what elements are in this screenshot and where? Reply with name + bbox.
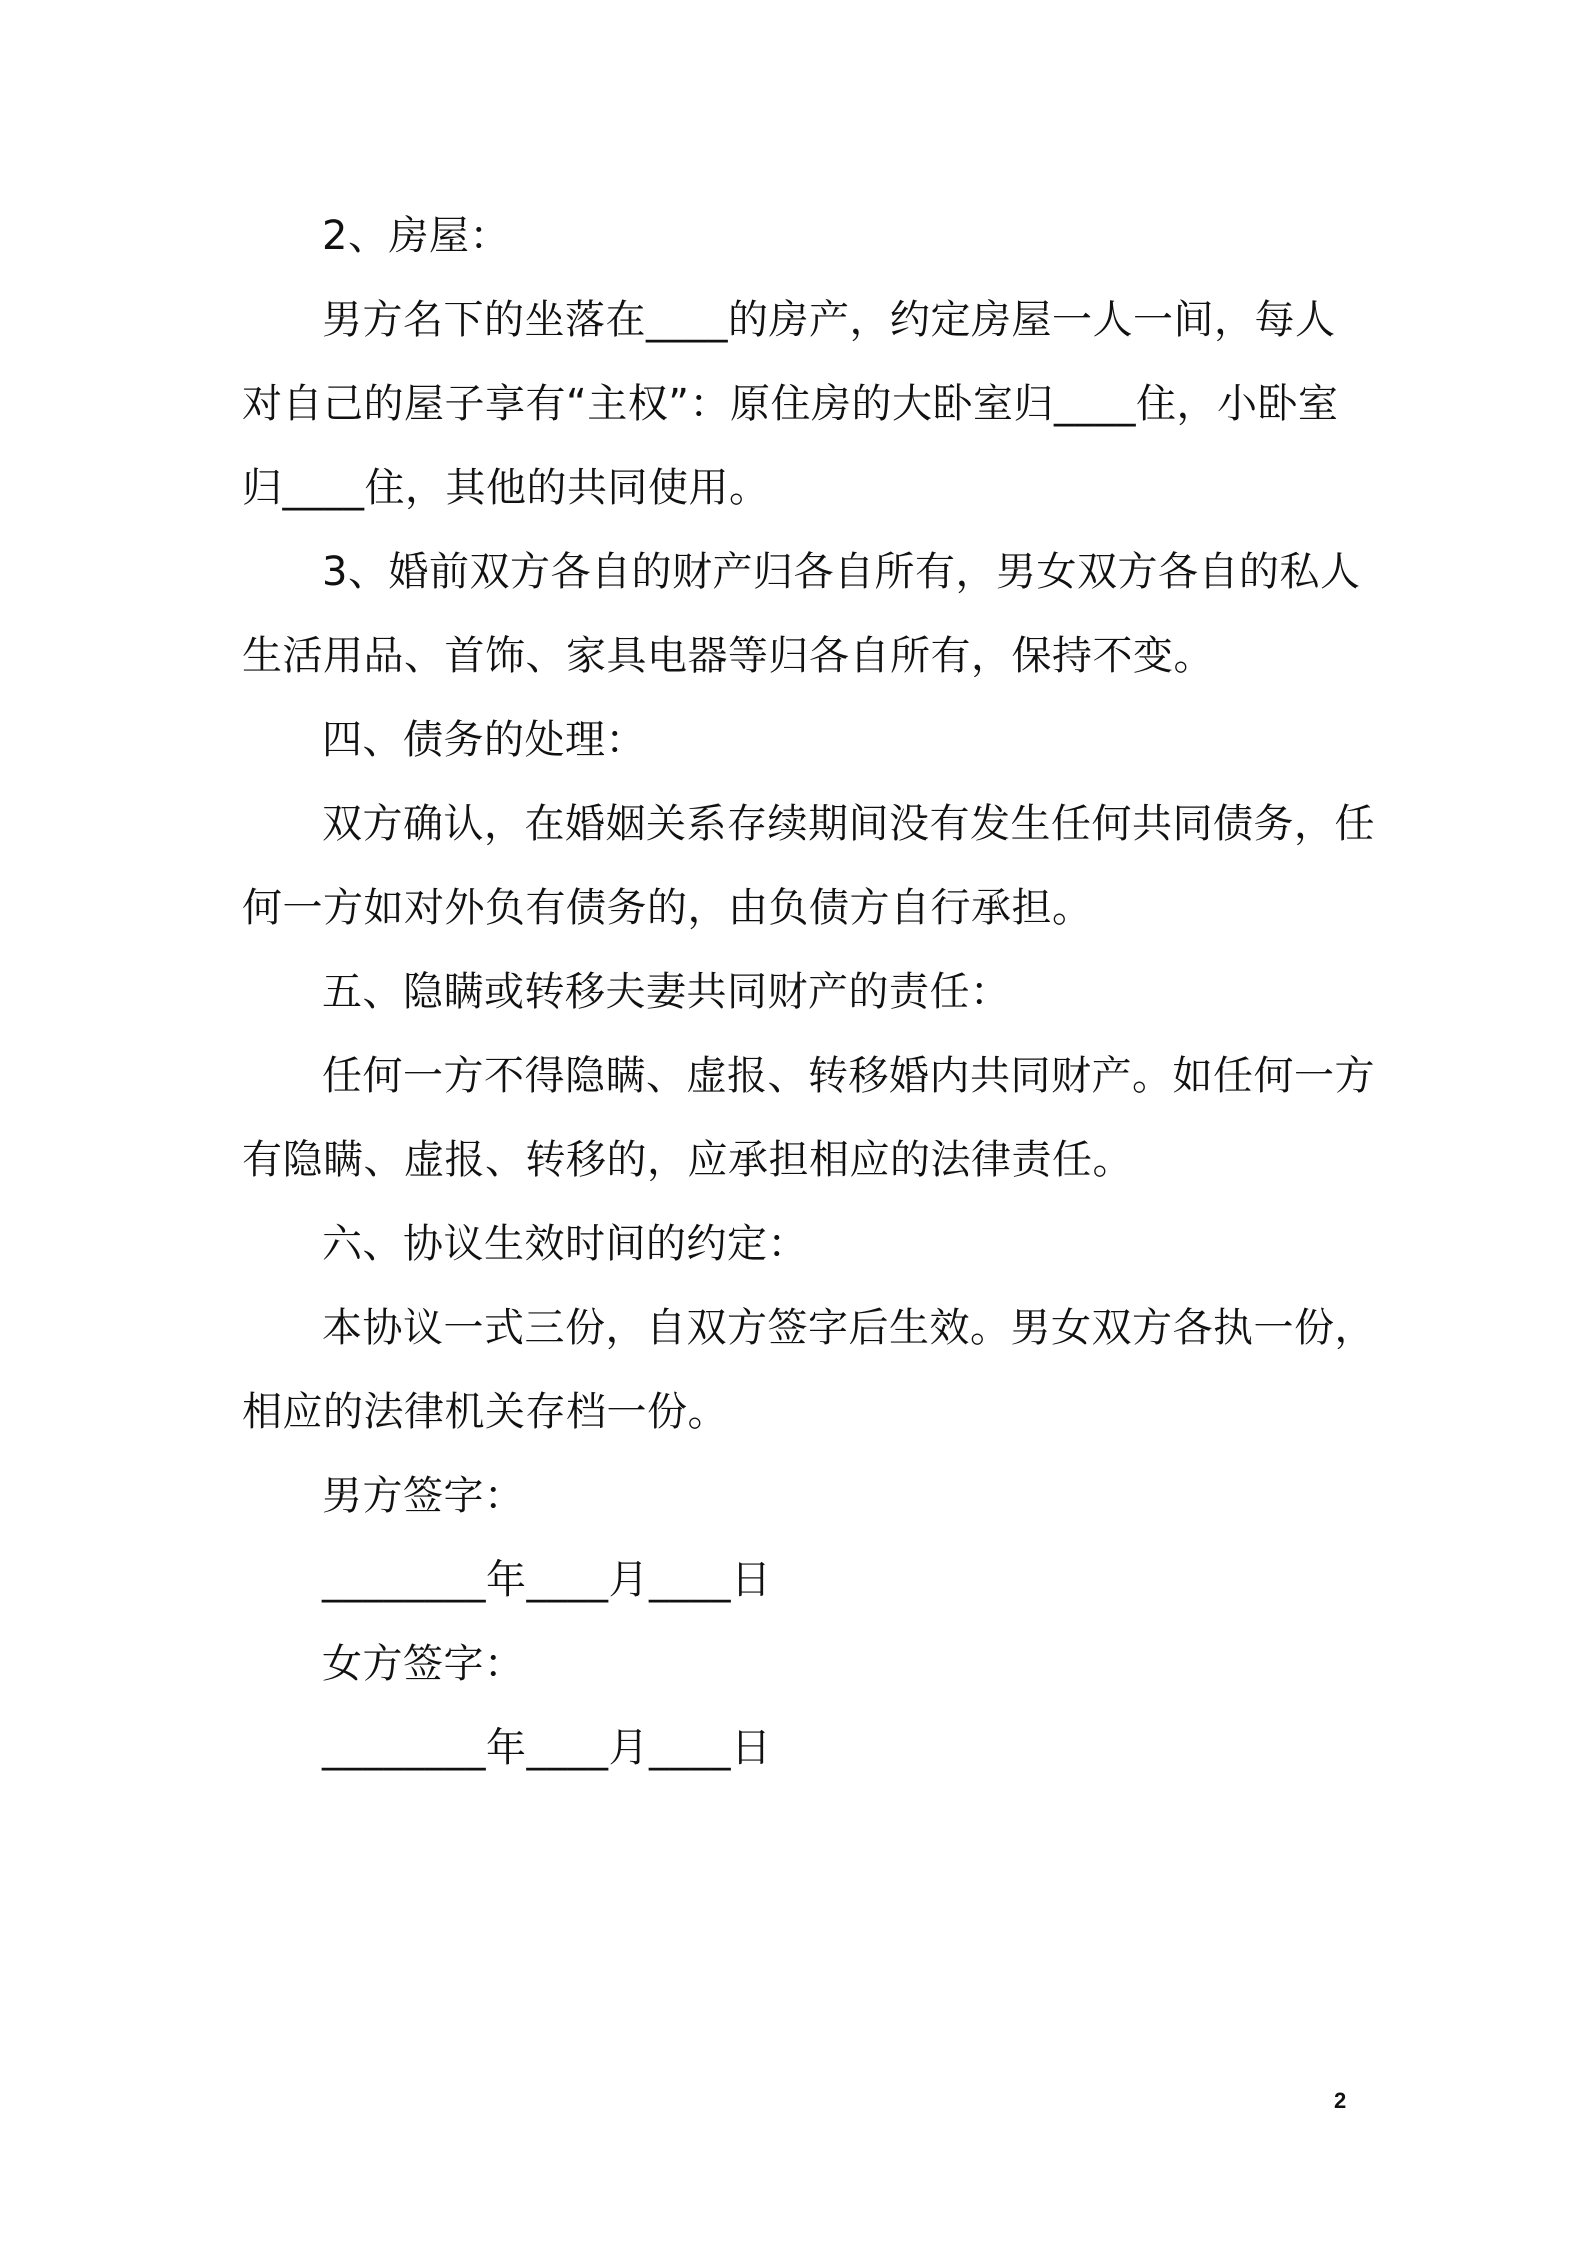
paragraph-housing-line-2: 对自己的屋子享有“主权”：原住房的大卧室归____住，小卧室 (242, 381, 1339, 427)
section-heading-debts: 四、债务的处理： (322, 717, 646, 763)
paragraph-effective-date-line-1: 本协议一式三份，自双方签字后生效。男女双方各执一份， (322, 1305, 1375, 1351)
paragraph-debts-line-1: 双方确认，在婚姻关系存续期间没有发生任何共同债务，任 (322, 801, 1375, 847)
paragraph-debts-line-2: 何一方如对外负有债务的，由负债方自行承担。 (242, 885, 1093, 931)
section-heading-concealment: 五、隐瞒或转移夫妻共同财产的责任： (322, 969, 1011, 1015)
section-heading-housing: 2、房屋： (322, 213, 510, 259)
signature-date-man: ________年____月____日 (322, 1557, 772, 1603)
paragraph-premarital-property-line-1: 3、婚前双方各自的财产归各自所有，男女双方各自的私人 (322, 549, 1361, 595)
document-body (242, 194, 1375, 1790)
paragraph-effective-date-line-2: 相应的法律机关存档一份。 (242, 1389, 728, 1435)
paragraph-concealment-line-1: 任何一方不得隐瞒、虚报、转移婚内共同财产。如任何一方 (322, 1053, 1375, 1099)
signature-label-woman: 女方签字： (322, 1641, 525, 1687)
paragraph-concealment-line-2: 有隐瞒、虚报、转移的，应承担相应的法律责任。 (242, 1137, 1133, 1183)
signature-date-woman: ________年____月____日 (322, 1725, 772, 1771)
page-number: 2 (1334, 2088, 1347, 2113)
paragraph-housing-line-3: 归____住，其他的共同使用。 (242, 465, 770, 511)
paragraph-housing-line-1: 男方名下的坐落在____的房产，约定房屋一人一间，每人 (322, 297, 1336, 343)
paragraph-premarital-property-line-2: 生活用品、首饰、家具电器等归各自所有，保持不变。 (242, 633, 1214, 679)
section-heading-effective-date: 六、协议生效时间的约定： (322, 1221, 808, 1267)
signature-label-man: 男方签字： (322, 1473, 525, 1519)
